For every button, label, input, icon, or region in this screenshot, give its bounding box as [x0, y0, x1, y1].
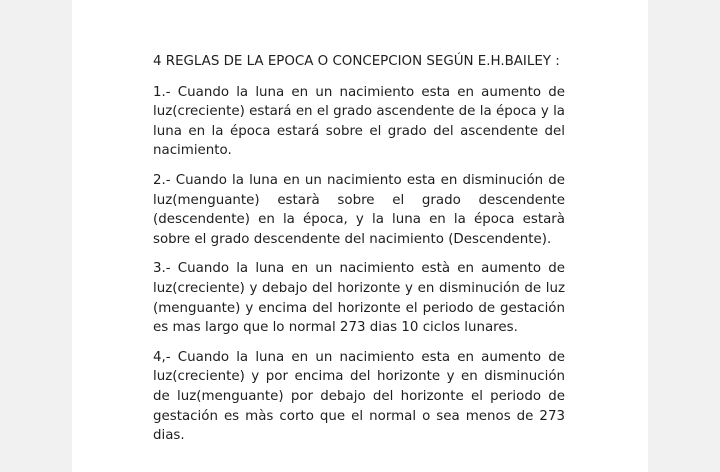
document-page — [72, 0, 648, 472]
rule-paragraph-4: 4,- Cuando la luna en un nacimiento esta en aumento de luz(creciente) y por encima del horizonte y en disminución de luz(menguante) por debajo del horizonte el periodo de gestación es màs corto que el normal o sea menos de 273 dias. — [153, 349, 565, 444]
document-title: 4 REGLAS DE LA EPOCA O CONCEPCION SEGÚN E.H.BAILEY : — [153, 54, 560, 69]
rule-paragraph-1: 1.- Cuando la luna en un nacimiento esta en aumento de luz(creciente) estará en el grado ascendente de la época y la luna en la época estará sobre el grado del ascendente del nacimiento. — [153, 84, 565, 159]
rule-paragraph-2: 2.- Cuando la luna en un nacimiento esta en disminución de luz(menguante) estarà sobre el grado descendente (descendente) en la época, y la luna en la época estarà sobre el grado descendente del nacimiento (Descendente). — [153, 172, 565, 247]
document-body — [153, 52, 565, 456]
rule-paragraph-3: 3.- Cuando la luna en un nacimiento està en aumento de luz(creciente) y debajo del horizonte y en disminución de luz (menguante) y encima del horizonte el periodo de gestación es mas largo que lo normal 273 dias 10 ciclos lunares. — [153, 261, 565, 336]
